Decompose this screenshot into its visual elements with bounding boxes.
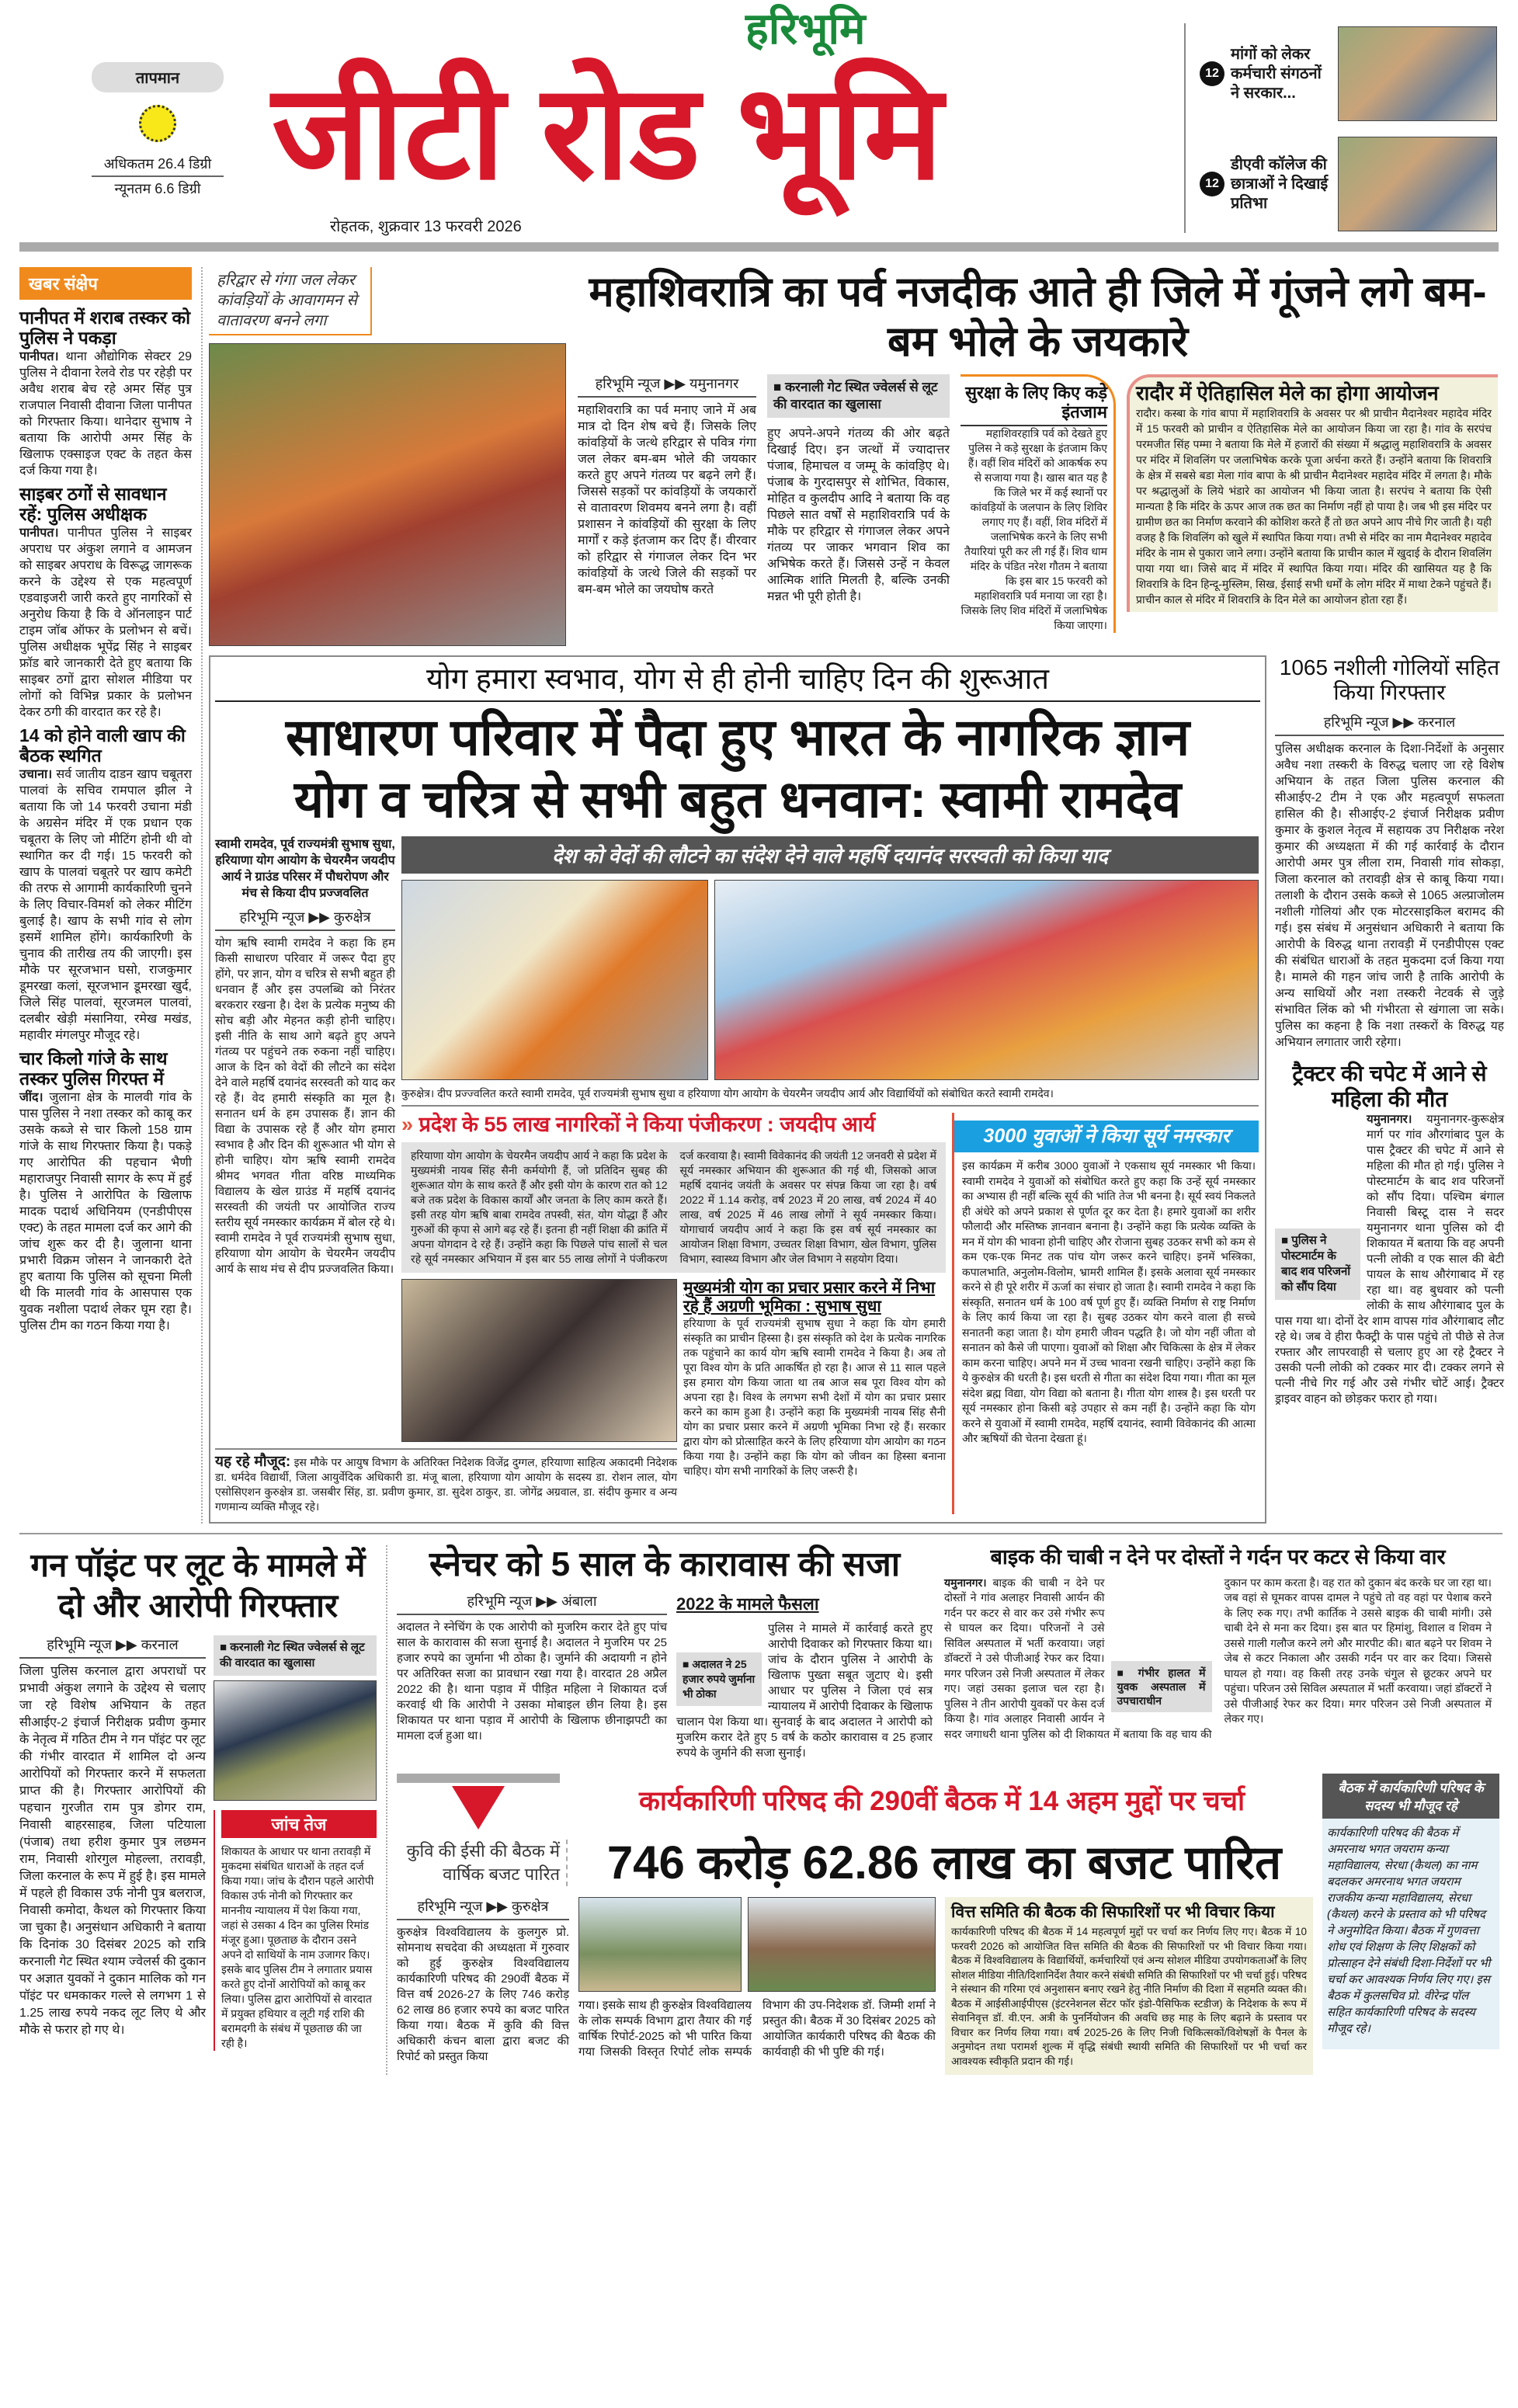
probe-label: जांच तेज — [221, 1810, 377, 1838]
finance-box — [945, 1897, 1313, 2075]
bike-body — [944, 1576, 1492, 1743]
council-headline-row — [397, 1836, 1313, 1889]
gunpoint-story — [19, 1545, 377, 2051]
snatcher-text-1: अदालत ने स्नेचिंग के एक आरोपी को मुजरिम करार देते हुए पांच साल के कारावास की सजा सुनाई है। अदालत ने मुजरिम पर 25 हजार रुपये का जुर्माना भी ठोका है। जुर्माने की अदायगी न होने पर अतिरिक्त सजा का प्रावधान रखा गया है। वारदात 28 अप्रैल 2022 की है। थाना पड़ाव में पीड़ित महिला ने शिकायत दर्ज करवाई थी कि आरोपी ने उसका मोबाइल छीन लिया है। इस शिकायत पर थाना पड़ाव में आरोपी के खिलाफ छीनाझपटी का मामला दर्ज हुआ था। — [397, 1621, 667, 1743]
sun-icon — [139, 105, 176, 142]
brief-text: जुलाना क्षेत्र के मालवी गांव के पास पुलिस ने नशा तस्कर को काबू कर उसके कब्जे से चार किलो 158 ग्राम गांजे के साथ गिरफ्तार किया है। पकड़े गए आरोपित की पहचान भैणी महाराजपुर निवासी सागर के रूप में हुई है। पुलिस ने आरोपित के खिलाफ मादक पदार्थ अधिनियम (एनडीपीएस एक्ट) के तहत मामला दर्ज कर आगे की जांच शुरू कर दी है। जुलाना थाना प्रभारी विक्रम जोसन ने जानकारी देते हुए बताया कि पुलिस को सूचना मिली थी कि मालवी गांव के आसपास एक युवक नशीला पदार्थ लेकर घूम रहा है। पुलिस टीम का गठन किया गया है। — [19, 1090, 192, 1333]
min-temperature: न्यूनतम 6.6 डिग्री — [114, 181, 201, 196]
drugs-story — [1275, 655, 1504, 1051]
brief-item — [19, 308, 192, 479]
temperature-widget — [92, 62, 224, 198]
photo-caption: कुरुक्षेत्र। दीप प्रज्ज्वलित करते स्वामी रामदेव, पूर्व राज्यमंत्री सुभाष सुधा व हरियाणा योग आयोग के चेयरमैन जयदीप आर्य और विद्यार्थियों को संबोधित करते स्वामी रामदेव। — [401, 1086, 1259, 1107]
brief-item — [19, 1048, 192, 1334]
teaser-2[interactable] — [1200, 134, 1506, 235]
bike-text: बाइक की चाबी न देने पर दोस्तों ने गांव अलाहर निवासी आर्यन की गर्दन पर कटर से वार कर उसे गंभीर रूप से घायल कर दिया। परिजनों ने उसे सिविल अस्पताल में भर्ती करवाया। जहां डॉक्टरों ने उसे पीजीआई रेफर कर दिया। मगर परिजन उसे निजी अस्पताल में लेकर गए। जहां उसका इलाज चल रहा है। पुलिस ने तीन आरोपी युवकों पर केस दर्ज किया है। गांव अलाहर निवासी आर्यन ने सदर जगाधरी थाना पुलिस को दी शिकायत में बताया कि वह चाय की दुकान पर काम करता है। वह रात को दुकान बंद करके घर जा रहा था। जब वहां से घूमकर वापस दामल ने पहुंचे तो वह वहां पर पेशाब करने के लिए रुक गए। तभी कार्तिक ने उससे बाइक की चाबी मांगी। उसे चाबी देने से मना कर दिया। इस बात पर हिमांशु, विशाल व शिवम ने उससे गाली गलौज करने लगे और मारपीट की। बात बढ़ने पर शिवम ने जेब से कटर निकाला और उसकी गर्दन पर वार कर दिया। जिससे घायल हो गया। वह किसी तरह उनके चंगुल से छूटकर अपने घर पहुंचा। परिजन उसे सिविल अस्पताल में भर्ती करवाया। जहां डॉक्टरों ने उसे पीजीआई रेफर कर दिया। मगर परिजन उसे निजी अस्पताल में लेकर गए। — [944, 1576, 1492, 1740]
present-text: इस मौके पर आयुष विभाग के अतिरिक्त निदेशक विजेंद्र दुग्गल, हरियाणा साहित्य अकादमी निदेशक डा. धर्मदेव विद्यार्थी, जिला आयुर्वेदिक अधिकारी डा. मंजू बाला, हरियाणा योग आयोग के सदस्य डा. रोशन लाल, योग एसोसिएशन कुरुक्षेत्र डा. जसबीर सिंह, डा. प्रवीण कुमार, डा. सुदेश ठाकुर, डा. जोगेंद्र अग्रवाल, डा. संदीप कुमार व अन्य गणमान्य व्यक्ति मौजूद रहे। — [215, 1455, 678, 1513]
finance-text: कार्यकारिणी परिषद की बैठक में 14 महत्वपूर्ण मुद्दों पर चर्चा कर निर्णय लिए गए। बैठक में 10 फरवरी 2026 को आयोजित वित्त समिति की बैठक की सिफारिशों पर भी विचार किया गया। बैठक में विश्वविद्यालय के विद्यार्थियों, कर्मचारियों एवं अन्य सोशल मीडिया उपयोगकतार्ओं के लिए सोशल मीडिया नीति/दिशानिर्देश तैयार करने संबंधी समिति की सिफारिशों पर भी चर्चा हुई। परिषद ने संस्थान की गरिमा एवं अनुशासन बनाए रखने हेतु नीति निर्माण की दिशा में सहमति व्यक्त की। बैठक में आईसीआईपीएस (इंटरनेशनल सेंटर फॉर इंडो-पैसिफिक स्टडीज) के निदेशक के रूप में सेवानिवृत्त डॉ. वी.एन. अत्री के पुनर्नियोजन की अवधि छह माह के लिए बढ़ाने के प्रस्ताव पर विचार कर निर्णय लिया गया। वर्ष 2025-26 के लिए निजी चिकित्सकों/विशेषज्ञों के पैनल के अनुमोदन तथा परामर्श शुल्क में वृद्धि संबंधी स्थायी समिति की सिफारिशों पर भी चर्चा कर आवश्यक स्वीकृति प्रदान की गई। — [951, 1926, 1307, 2067]
snatcher-columns — [397, 1592, 933, 1761]
surya-section — [952, 1113, 1259, 1513]
council-side-title: बैठक में कार्यकारिणी परिषद के सदस्य भी मौजूद रहे — [1322, 1774, 1499, 1819]
surya-text: इस कार्यक्रम में करीब 3000 युवाओं ने एकसाथ सूर्य नमस्कार भी किया। स्वामी रामदेव ने युवाओं को संबोधित करते हुए कहा कि उन्हें सूर्य नमस्कार का अभ्यास ही नहीं बल्कि सूर्य की भांति तेज भी बनना है। सूर्य स्वयं निकलते ही अंधेरे को अपने प्रकाश से पूर्णत दूर कर देता है। हमारे युवाओं का शरीर फौलादी और मस्तिष्क ज्ञानवान बनाना है। उन्होंने कहा कि प्रत्येक व्यक्ति के मन में योग की भावना होनी चाहिए और रोजाना सुबह उठकर सभी को कम से कम एक-एक मिनट तक पांच योग जरूर करने चाहिए। इनमें भस्त्रिका, कपालभाति, अनुलोम-विलोम, भ्रामरी शामिल हैं। इसके अलावा सूर्य नमस्कार करने से ही पूरे शरीर में ऊर्जा का संचार हो जाता है। स्वामी रामदेव ने कहा कि संस्कृति, सनातन धर्म के 100 वर्ष पूर्ण हुए हैं। व्यक्ति निर्माण से राष्ट्र निर्माण के लिए कार्य किया जा रहा है। सुबह उठकर योग करने वाला ही सच्चे सनातनी कहा जाता है। योग हमारी जीवन पद्धति है। जो योग नहीं जीता वो सनातन को कैसे जी पाएगा। युवाओं को शिक्षा और चिकित्सा के क्षेत्र में लेकर काम करना चाहिए। अपने मन में उच्च भावना रखनी चाहिए। उन्होंने कहा कि ये कुरुक्षेत्र की धरती है। इस धरती से गीता का संदेश दिया गया। गीता का मूल संदेश ब्रह्म विद्या, योग विद्या को बताना है। गीता योग शास्त्र है। इस धरती पर सूर्य नमस्कार होना किसी बड़े उपहार से कम नहीं है। उन्होंने कहा कि योग करने से युवाओं में स्वामी रामदेव, महर्षि दयानंद, स्वामी विवेकानंद की आत्मा और ऋषियों की चेतना देखता हूं। — [962, 1159, 1256, 1445]
tractor-highlight: ■ पुलिस ने पोस्टमार्टम के बाद शव परिजनों को सौंप दिया — [1275, 1228, 1360, 1300]
briefs-column — [19, 267, 192, 1334]
snatcher-text-2: पुलिस ने मामले में कार्रवाई करते हुए आरोपी दिवाकर को गिरफ्तार किया था। जांच के दौरान पुलिस ने आरोपी के खिलाफ पुख्ता सबूत जुटाए थे। इसी आधार पर पुलिस ने जिला एवं सत्र न्यायालय में आरोपी दिवाकर के खिलाफ चालान पेश किया था। सुनवाई के बाद अदालत ने आरोपी को मुजरिम करार देते हुए 5 वर्ष के कठोर कारावास व 25 हजार रुपये के जुर्माने की सजा सुनाई। — [676, 1622, 933, 1760]
masthead-rule — [19, 242, 1499, 252]
teaser-1[interactable] — [1200, 23, 1506, 124]
council-photos — [578, 1897, 936, 1992]
security-title: सुरक्षा के लिए किए कड़े इंतजाम — [960, 377, 1107, 426]
yoga-body: योग ऋषि स्वामी रामदेव ने कहा कि हम किसी साधारण परिवार में जरूर पैदा हुए होंगे, पर ज्ञान, योग व चरित्र से सभी बहुत ही धनवान हैं और इस उपलब्धि को निरंतर बरकरार रखना है। देश के प्रत्येक मनुष्य की सोच बड़ी और मेहनत कड़ी होनी चाहिए। इसी नीति के साथ आगे बढ़ते हुए अपने गंतव्य पर पहुंचने तक रुकना नहीं चाहिए। आज के दिन को वेदों की लौटने का संदेश देने वाले महर्षि दयानंद सरस्वती को याद कर रहे हैं। वेद हमारी संस्कृति का मूल है। सनातन धर्म के हम उपासक हैं। ज्ञान की विद्या के उपासक रहे हैं और योग हमारा स्वभाव है और दिन की शुरूआत भी योग से होनी चाहिए। योग ऋषि स्वामी रामदेव श्रीमद भगवत गीता वरिष्ठ माध्यमिक विद्यालय के खेल ग्राउंड में महर्षि दयानंद सरस्वती की जयंती पर आयोजित राज्य स्तरीय सूर्य नमस्कार कार्यक्रम में बोल रहे थे। स्वामी रामदेव ने पूर्व राज्यमंत्री सुभाष सुधा, हरियाणा योग आयोग के चेयरमैन जयदीप आर्य के साथ मंच से दीप प्रज्जवलित किया। — [215, 936, 395, 1277]
yoga-photos — [401, 880, 1259, 1080]
snatcher-subhead: 2022 के मामले फैसला — [676, 1594, 819, 1614]
snatcher-byline: हरिभूमि न्यूज ▶▶ अंबाला — [397, 1592, 667, 1615]
teaser-photo-protest — [1338, 26, 1497, 121]
dateline: रोहतक, शुक्रवार 13 फरवरी 2026 — [330, 218, 522, 235]
brief-title: साइबर ठगों से सावधान रहें: पुलिस अधीक्षक — [19, 483, 167, 525]
page-number-badge: 12 — [1200, 172, 1224, 196]
cm-section — [683, 1279, 946, 1514]
ramdev-stage-photo — [401, 880, 708, 1080]
snatcher-title: स्नेचर को 5 साल के कारावास की सजा — [429, 1545, 901, 1583]
yoga-intro: स्वामी रामदेव, पूर्व राज्यमंत्री सुभाष सुधा, हरियाणा योग आयोग के चेयरमैन जयदीप आर्य ने ग्राउंड परिसर में पौधरोपण और मंच से किया दीप प्रज्जवलित — [215, 838, 395, 901]
registration-text: हरियाणा योग आयोग के चेयरमैन जयदीप आर्य ने कहा कि प्रदेश के मुख्यमंत्री नायब सिंह सैनी कर्मयोगी हैं, जो प्रतिदिन सुबह की शुरूआत योग के साथ करते हैं और इसी योग के कारण रात को 12 बजे तक प्रदेश के विकास कार्यों और जनता के लिए काम करते हैं। इसी तरह योग ऋषि बाबा रामदेव तपस्वी, संत, योग योद्धा हैं और गुरुओं की कृपा से आगे बढ़ रहे हैं। इतना ही नहीं शिक्षा की क्रांति में अपना योगदान दे रहे हैं। उन्होंने कहा कि पिछले पांच सालों से चल रहे सूर्य नमस्कार अभियान में इस बार 55 लाख लोगों ने पंजीकरण दर्ज करवाया है। स्वामी विवेकानंद की जयंती 12 जनवरी से प्रदेश में सूर्य नमस्कार अभियान की शुरूआत की गई थी, जिसको आज महर्षि दयानंद जयंती के अवसर पर संपन्न किया जा रहा है। वर्ष 2022 में 1.14 करोड़, वर्ष 2023 में 20 लाख, वर्ष 2024 में 40 लाख, वर्ष 2025 में 46 लाख लोगों ने सूर्य नमस्कार किया। योगाचार्य जयदीप आर्य ने कहा कि इस वर्ष सूर्य नमस्कार का आयोजन शिक्षा विभाग, उच्चतर शिक्षा विभाग, खेल विभाग, पुलिस विभाग, स्वास्थ्य विभाग और जेल विभाग ने सहयोग दिया। — [401, 1142, 946, 1273]
bike-title: बाइक की चाबी न देने पर दोस्तों ने गर्दन पर कटर से किया वार — [990, 1545, 1446, 1569]
drugs-text: पुलिस अधीक्षक करनाल के दिशा-निर्देशों के अनुसार अवैध नशा तस्करी के विरुद्ध चलाए जा रहे विशेष अभियान के तहत जिला पुलिस करनाल की सीआईए-2 टीम ने एक और महत्वपूर्ण सफलता हासिल की है। सीआईए-2 इंचार्ज निरीक्षक प्रवीण कुमार के कुशल नेतृत्व में सहायक उप निरीक्षक नरेश कुमार की अध्यक्षता में की गई कार्रवाई के दौरान आरोपी अमर पुत्र लीला राम, निवासी गांव सोकड़ा, जिला करनाल को तरावड़ी क्षेत्र से काबू किया गया। तलाशी के दौरान उसके कब्जे से 1065 अल्प्राजोलम नशीली गोलियां और एक मोटरसाइकिल बरामद की गई। इस संबंध में अनुसंधान अधिकारी ने बताया कि आरोपी के विरुद्ध थाना तरावड़ी में एनडीपीएस एक्ट की संबंधित धाराओं के तहत मुकदमा दर्ज किया गया है। मामले की गहन जांच जारी है ताकि आरोपी के अन्य साथियों और नशा तस्करी नेटवर्क से जुड़े संभावित लिंक को भी गंभीरता से खंगाला जा सके। पुलिस का कहना है कि नशा तस्करों के विरुद्ध यह अभियान लगातार जारी रहेगा। — [1275, 742, 1504, 1050]
yoga-story-box — [209, 655, 1266, 1524]
lead-body-col2 — [767, 374, 950, 605]
brief-text: सर्व जातीय दाडन खाप चबूतरा पालवां के सचिव रामपाल झील ने बताया कि जो 14 फरवरी उचाना मंडी के अग्रसेन मंदिर में एक प्रधान एक चबूतरा के लिए जो मीटिंग होनी थी वो स्थागित कर दी गई। 15 फरवरी को खाप के पालवां चबूतरे पर खाप कमेटी की तरफ से आगामी कार्यकारिणी चुनने के लिए विचार-विमर्श को लेकर मीटिंग बुलाई है। खाप के सभी गांव से लोग इसमें शामिल होंगे। कार्यकारिणी के चुनाव की तारीख तय की जाएगी। इस मौके पर सूरजभान घसो, राजकुमार डूमरखा कलां, सूरजभान डूमरखा खुर्द, जिले सिंह पालवां, सूरजमल पालवां, दलबीर खेड़ी मंसानिया, रमेख मखंड, महावीर मंगलपुर मौजूद रहे। — [19, 767, 192, 1042]
council-left — [397, 1897, 569, 2065]
tractor-story — [1275, 1062, 1504, 1406]
lead-story — [209, 267, 1496, 646]
finance-title: वित्त समिति की बैठक की सिफारिशों पर भी विचार किया — [951, 1903, 1275, 1922]
temperature-label: तापमान — [92, 62, 224, 92]
lead-kicker: हरिद्वार से गंगा जल लेकर कांवड़ियों के आवागमन से वातावरण बनने लगा — [209, 267, 372, 335]
teaser-text: मांगों को लेकर कर्मचारी संगठनों ने सरकार... — [1231, 45, 1322, 102]
radaur-title: रादौर में ऐतिहासिल मेले का होगा आयोजन — [1136, 381, 1439, 405]
council-side-text: कार्यकारिणी परिषद की बैठक में अमरनाथ भगत जयराम कन्या महाविद्यालय, सेरधा (कैथल) का नाम बदलकर अमरनाथ भगत जयराम राजकीय कन्या महाविद्यालय, सेरधा (कैथल) करने के प्रस्ताव को भी परिषद ने अनुमोदित किया। बैठक में गुणवत्ता शोध एवं शिक्षण के लिए शिक्षकों को प्रोत्साहन देने संबंधी दिशा-निर्देशों पर भी चर्चा कर आवश्यक निर्णय लिए गए। इस बैठक में कुलसचिव प्रो. वीरेन्द्र पॉल सहित कार्यकारिणी परिषद के सदस्य मौजूद रहे। — [1327, 1826, 1491, 2036]
teaser-photo-students — [1338, 137, 1497, 231]
surya-title: 3000 युवाओं ने किया सूर्य नमस्कार — [954, 1121, 1259, 1152]
lead-byline: हरिभूमि न्यूज ▶▶ यमुनानगर — [578, 374, 756, 398]
lead-highlight: ■ करनाली गेट स्थित ज्वेलर्स से लूट की वारदात का खुलासा — [767, 374, 950, 418]
cm-title: मुख्यमंत्री योग का प्रचार प्रसार करने में निभा रहे हैं अग्रणी भूमिका : सुभाष सुधा — [683, 1278, 936, 1315]
lead-text: हुए अपने-अपने गंतव्य की ओर बढ़ते दिखाई दिए। इन जत्थों में ज्यादात्तर पंजाब, हिमाचल व जम्मू के कांवड़िए थे। पंजाब के गुरदासपुर से शोभित, विकास, मोहित व कुलदीप आदि ने बताया कि वह पिछले सात वर्षों से महाशिवरात्रि पर्व के मौके पर हरिद्वार से गंगाजल लेकर अपने गंतव्य पर जाकर भगवान शिव का अभिषेक करते हैं। जिससे उन्हें न केवल आत्मिक शांति मिलती है, बल्कि उनकी मन्नत भी पूरी होती है। — [767, 427, 950, 603]
brief-place: पानीपत। — [19, 349, 59, 363]
double-chevron-icon: » — [401, 1113, 419, 1137]
probe-text: शिकायत के आधार पर थाना तरावड़ी में मुकदमा संबंधित धाराओं के तहत दर्ज किया गया। जांच के दौरान पहले आरोपी विकास उर्फ नोनी को गिरफ्तार कर माननीय न्यायालय में पेश किया गया, जहां से उसका 4 दिन का पुलिस रिमांड मंजूर हुआ। पूछताछ के दौरान उसने अपने दो साथियों के नाम उजागर किए। इसके बाद पुलिस टीम ने लगातार प्रयास करते हुए दोनों आरोपियों को काबू कर लिया। पुलिस द्वारा आरोपियों से वारदात में प्रयुक्त हथियार व लूटी गई राशि की बरामदगी के संबंध में पूछताछ की जा रही है। — [221, 1844, 374, 2049]
yoga-headline-1: साधारण परिवार में पैदा हुए भारत के नागरिक ज्ञान — [285, 707, 1190, 766]
masthead — [0, 0, 1518, 256]
bike-place: यमुनानगर। — [944, 1576, 987, 1589]
council-text-2: गया। इसके साथ ही कुरुक्षेत्र विश्वविद्यालय के लोक सम्पर्क विभाग द्वारा तैयार की गई वार्षिक रिपोर्ट-2025 को भी पारित किया गया जिसकी विस्तृत रिपोर्ट लोक सम्पर्क विभाग की उप-निदेशक डॉ. जिम्मी शर्मा ने प्रस्तुत की। बैठक में 30 दिसंबर 2025 को आयोजित कार्यकारी परिषद की बैठक की कार्यवाही की भी पुष्टि की गई। — [578, 1999, 936, 2059]
max-temperature: अधिकतम 26.4 डिग्री — [92, 155, 224, 177]
brand-logo: हरिभूमि — [745, 4, 866, 53]
university-gate-photo — [578, 1897, 742, 1992]
council-byline: हरिभूमि न्यूज ▶▶ कुरुक्षेत्र — [397, 1897, 569, 1920]
yoga-byline: हरिभूमि न्यूज ▶▶ कुरुक्षेत्र — [215, 908, 395, 931]
council-side-box — [1322, 1774, 1499, 2049]
bottom-row-1 — [397, 1545, 1492, 1762]
brief-title: 14 को होने वाली खाप की बैठक स्थगित — [19, 724, 186, 766]
kanwariya-photo — [209, 343, 566, 646]
yoga-headline-2: योग व चरित्र से सभी बहुत धनवान: स्वामी रामदेव — [294, 770, 1182, 828]
arrested-accused-photo — [214, 1680, 377, 1801]
yoga-left-col — [215, 836, 395, 1441]
right-column — [1275, 655, 1504, 1407]
lead-body-col1 — [578, 374, 756, 598]
snatcher-col1 — [397, 1592, 667, 1744]
council-red-headline: कार्यकारिणी परिषद की 290वीं बैठक में 14 अहम मुद्दों पर चर्चा — [638, 1785, 1245, 1816]
lead-text: महाशिवरात्रि का पर्व मनाए जाने में अब मात्र दो दिन शेष बचे हैं। जिसके लिए कांवड़ियों के जत्थे हरिद्वार से पवित्र गंगा जल लेकर बम-बम भोले की जयकार करते हुए अपने गंतव्य पर बढ़ने लगे हैं। जिससे सड़कों पर कांवड़ियों के जयकारों से वातावरण शिवमय बनने लगा है। वहीं प्रशासन ने कांवड़ियों की सुरक्षा के लिए मार्गों र कड़े इंतजाम कर दिए हैं। वीरवार को हरिद्वार से गंगाजल लेकर दिन भर कांवड़ियों के जत्थे जिले की सड़कों पर बम-बम भोले का जयघोष करते — [578, 404, 756, 596]
brief-item — [19, 725, 192, 1044]
radaur-text: रादौर। कस्बा के गांव बापा में महाशिवरात्रि के अवसर पर श्री प्राचीन मैदानेश्वर महादेव मंदिर में 15 फरवरी को प्राचीन व ऐतिहासिक मेले का आयोजन किया जा रहा है। गांव के सरपंच परमजीत सिंह पम्मा ने बताया कि मेले में हजारों की संख्या में श्रद्धालु महाशिवरात्रि के अवसर पर मंदिर में शिवलिंग पर जलाभिषेक करके पूजा अर्चना करते हैं। उन्होंने बताया कि शिवरात्रि के क्षेत्र में सबसे बडा मेला गांव बापा के श्री प्राचीन मैदानेश्वर महादेव मंदिर में लगता है। मौके पर श्रद्धालुओं के लिये भंडारे का आयोजन भी किया जाता है। सरपंच ने बताया कि ऐसी मान्यता है कि मंदिर के ऊपर आज तक छत का निर्माण नहीं हो पाया है। जब भी इस मंदिर पर ग्रामीण छत का निर्माण करवाने की कोशिश करते हैं तो छत अपने आप नीचे गिर जाती है। यही वजह है कि शिवलिंग को खुले में स्थापित किया गया। तभी से मंदिर का नाम मैदानेश्वर महादेव मंदिर के नाम से पुकारा जाने लगा। उन्होंने बताया कि प्राचीन काल में खुदाई के दौरान शिवलिंग पाया गया था। जिसे बाद में मंदिर में स्थापित किया गया। मंदिर की खासियत यह है कि शिवरात्रि के दिन हिन्दू-मुस्लिम, सिख, ईसाई सभी धर्मों के लोग मंदिर में माथा टेकने पहुंचते हैं। प्राचीन काल से मंदिर में शिवरात्रि के दिन मेले का आयोजन होता रहा हैं। — [1136, 406, 1492, 606]
brief-title: चार किलो गांजे के साथ तस्कर पुलिस गिरफ्त में — [19, 1048, 168, 1089]
snatcher-highlight: ■ अदालत ने 25 हजार रुपये जुर्माना भी ठोका — [676, 1652, 762, 1706]
council-columns — [397, 1897, 1313, 2075]
gunpoint-left — [19, 1635, 206, 2039]
council-arrow-icon — [397, 1774, 560, 1829]
lead-right — [578, 267, 1498, 633]
bottom-section — [19, 1533, 1502, 2091]
snatcher-col2 — [676, 1592, 933, 1761]
council-middle — [578, 1897, 936, 2060]
middle-row — [209, 655, 1504, 1524]
girl-portrait-photo — [401, 1279, 677, 1442]
council-text-1: कुरुक्षेत्र विश्वविद्यालय के कुलगुरु प्रो. सोमनाथ सचदेवा की अध्यक्षता में गुरुवार को हुई कुरुक्षेत्र विश्वविद्यालय कार्यकारिणी परिषद की 290वीं बैठक में वित्त वर्ष 2026-27 के लिए 746 करोड़ 62 लाख 86 हजार रुपये का बजट पारित किया गया। बैठक में कुवि की वित्त अधिकारी कंचन बाला द्वारा बजट की रिपोर्ट को प्रस्तुत किया — [397, 1926, 569, 2064]
registration-title — [401, 1113, 946, 1137]
tractor-place: यमुनानगर। — [1367, 1112, 1412, 1126]
council-kicker: कुवि की ईसी की बैठक में वार्षिक बजट पारित — [397, 1840, 568, 1886]
present-section — [215, 1448, 677, 1514]
bike-story — [944, 1545, 1492, 1743]
tractor-text: यमुनानगर-कुरूक्षेत्र मार्ग पर गांव औरगांबाद पुल के पास ट्रैक्टर की चपेट में आने से महिला की मौत हो गई। पुलिस ने पोस्टमार्टम के बाद शव परिजनों को सौंप दिया। पश्चिम बंगाल निवासी बिस्टू दास ने सदर यमुनानगर थाना पुलिस को दी शिकायत में बताया कि वह अपनी पत्नी लोकी व एक साल की बेटी पायल के साथ औरंगाबाद में रह रहा था। वह बुधवार को पत्नी लोकी के साथ औरंगाबाद पुल के पास गया था। दोनों देर शाम वापस गांव औरंगाबाद लौट रहे थे। जब वे हीरा फैक्ट्री के पास पहुंचे तो पीछे से तेज रफ्तार और लापरवाही से चलाए हुए आ रहे ट्रैक्टर ने उसकी पत्नी लोकी को टक्कर मार दी। टक्कर लगने से पत्नी नीचे गिर गई और उसे गंभीर चोटें आई। ट्रैक्टर ड्राइवर वाहन को छोड़कर फरार हो गया। — [1275, 1112, 1504, 1406]
teaser-text: डीएवी कॉलेज की छात्राओं ने दिखाई प्रतिभा — [1231, 155, 1329, 212]
lead-left — [209, 267, 566, 646]
drugs-byline: हरिभूमि न्यूज ▶▶ करनाल — [1275, 713, 1504, 736]
page-number-badge: 12 — [1200, 61, 1224, 86]
present-title: यह रहे मौजूद: — [215, 1453, 291, 1470]
brief-place: जींद। — [19, 1090, 43, 1104]
gunpoint-right — [214, 1635, 377, 2051]
gunpoint-columns — [19, 1635, 377, 2051]
brief-place: उचाना। — [19, 767, 53, 781]
probe-section — [214, 1810, 377, 2051]
yoga-subhead: देश को वेदों की लौटने का संदेश देने वाले महर्षि दयानंद सरस्वती को किया याद — [401, 836, 1259, 874]
university-building-photo — [748, 1897, 936, 1992]
snatcher-story — [397, 1545, 933, 1762]
bottom-right — [386, 1545, 1492, 2076]
gunpoint-title: गन पॉइंट पर लूट के मामले में दो और आरोपी गिरफ्तार — [30, 1546, 366, 1624]
lead-headline: महाशिवरात्रि का पर्व नजदीक आते ही जिले में गूंजने लगे बम-बम भोले के जयकारे — [589, 269, 1487, 365]
council-main — [397, 1774, 1313, 2075]
brief-item — [19, 484, 192, 721]
masthead-title: जीटी रोड भूमि — [272, 59, 943, 207]
gunpoint-text: जिला पुलिस करनाल द्वारा अपराधों पर प्रभावी अंकुश लगाने के उद्देश्य से चलाए जा रहे विशेष अभियान के तहत सीआईए-2 इंचार्ज निरीक्षक प्रवीण कुमार के नेतृत्व में गठित टीम ने गन पॉइंट पर लूट की गंभीर वारदात में शामिल दो अन्य आरोपियों को गिरफ्तार करने में सफलता प्राप्त की है। गिरफ्तार आरोपियों की पहचान गुरजीत राम पुत्र डोगर राम, निवासी बाहरसाहब, जिला पटियाला (पंजाब) तथा हरीश कुमार पुत्र लछमन राम, निवासी शोरगुल मोहल्ला, तरावड़ी, जिला करनाल के रूप में हुई है। इस मामले में पहले ही विकास उर्फ नोनी पुत्र बलराज, निवासी कमोदा, कैथल को गिरफ्तार किया जा चुका है। अनुसंधान अधिकारी ने बताया कि दिनांक 30 दिसंबर 2025 को रात्रि करनाली गेट स्थित श्याम ज्वेलर्स की दुकान पर अज्ञात युवकों ने दुकान मालिक को गन पॉइंट पर धमकाकर गल्ले से लगभग 1 से 1.25 लाख रुपये नकद लूट लिए थे और मौके से फरार हो गए थे। — [19, 1664, 206, 2037]
gunpoint-highlight: ■ करनाली गेट स्थित ज्वेलर्स से लूट की वारदात का खुलासा — [214, 1635, 377, 1676]
brief-text: पानीपत पुलिस ने साइबर अपराध पर अंकुश लगाने व आमजन को साइबर अपराध के विरूद्ध जागरूक करने के उद्देश्य से एक महत्वपूर्ण एडवाइजरी जारी करते हुए नागरिकों से अनुरोध किया है कि वे ऑनलाइन पार्ट टाइम जॉब ऑफर के प्रलोभन से बचें। पुलिस अधीक्षक भूपेंद्र सिंह ने साइबर फ्रॉड बारे जानकारी देते हुए बताया कि साइबर ठगों द्वारा सोशल मीडिया पर लोगों को विभिन्न प्रकार के प्रलोभन देकर ठगी की वारदात कर रहे है। — [19, 526, 192, 719]
brief-text: थाना औद्योगिक सेक्टर 29 पुलिस ने दीवाना रेलवे रोड पर रहेड़ी पर अवैध शराब बेच रहे अमर सिंह पुत्र राजपाल निवासी दीवाना जिला पानीपत को गिरफ्तार किया। थानेदार सुभाष ने बताया कि आरोपी अमर सिंह के खिलाफ एक्साइज एक्ट के तहत केस दर्ज किया गया है। — [19, 349, 192, 478]
yoga-kicker: योग हमारा स्वभाव, योग से ही होनी चाहिए दिन की शुरूआत — [215, 663, 1260, 702]
gunpoint-byline: हरिभूमि न्यूज ▶▶ करनाल — [19, 1635, 206, 1659]
radaur-box — [1127, 374, 1498, 612]
brief-title: पानीपत में शराब तस्कर को पुलिस ने पकड़ा — [19, 308, 191, 349]
bike-highlight: ■ गंभीर हालत में युवक अस्पताल में उपचाराधीन — [1111, 1661, 1212, 1712]
council-story — [397, 1774, 1492, 2075]
lead-columns — [578, 374, 1498, 633]
security-text: महाशिवरहात्रि पर्व को देखते हुए पुलिस ने कड़े सुरक्षा के इंतजाम किए हैं। वहीं शिव मंदिरों को आकर्षक रुप से सजाया गया है। खास बात यह है कि जिले भर में कई स्थानों पर कांवड़ियों के जलपान के लिए शिविर लगाए गए हैं। वहीं, शिव मंदिरों में जलाभिषेक करने के लिए सभी तैयारियां पूरी कर ली गई हैं। शिव धाम मंदिर के पंडित नरेश गौतम ने बताया कि इस बार 15 फरवरी को महाशिवरात्रि पर्व मनाया जा रहा है। जिसके लिए शिव मंदिरों में जलाभिषेक किया जाएगा। — [960, 426, 1107, 631]
council-headline: 746 करोड़ 62.86 लाख का बजट पारित — [606, 1836, 1282, 1889]
cm-text: हरियाणा के पूर्व राज्यमंत्री सुभाष सुधा ने कहा कि योग हमारी संस्कृति का प्राचीन हिस्सा है। इस संस्कृति को देश के प्रत्येक नागरिक तक पहुंचाने का कार्य योग ऋषि स्वामी रामदेव ने किया है। अब तो पूरा विश्व योग के प्रति आकर्षित हो रहा है। आज से 11 साल पहले इस हमारा योग किया जाता था तब आज सब पूरा विश्व योग को अपना रहा है। विश्व के लगभग सभी देशों में योग का प्रचार प्रसार करने का काम हुआ है। उन्होंने कहा कि मुख्यमंत्री नायब सिंह सैनी योग का प्रचार प्रसार करने में अग्रणी भूमिका निभा रहे हैं। सरकार द्वारा योग को प्रोत्साहित करने के लिए हरियाणा योग आयोग का गठन किया गया है। उन्होंने कहा कि योग को जीवन का हिस्सा बनाना चाहिए। योग सभी नागरिकों के लिए जरूरी है। — [683, 1316, 947, 1477]
yoga-event-photo — [714, 880, 1259, 1080]
registration-title-text: प्रदेश के 55 लाख नागरिकों ने किया पंजीकरण : जयदीप आर्य — [419, 1113, 876, 1137]
briefs-label: खबर संक्षेप — [19, 267, 192, 300]
council-red-row — [397, 1774, 1313, 1829]
main-area — [201, 267, 1504, 1524]
security-box — [960, 374, 1116, 633]
drugs-title: 1065 नशीली गोलियों सहित किया गिरफ्तार — [1279, 655, 1500, 705]
tractor-title: ट्रैक्टर की चपेट में आने से महिला की मौत — [1292, 1062, 1487, 1111]
registration-section — [401, 1113, 946, 1272]
teaser-divider — [1184, 23, 1186, 233]
brief-place: पानीपत। — [19, 526, 59, 540]
